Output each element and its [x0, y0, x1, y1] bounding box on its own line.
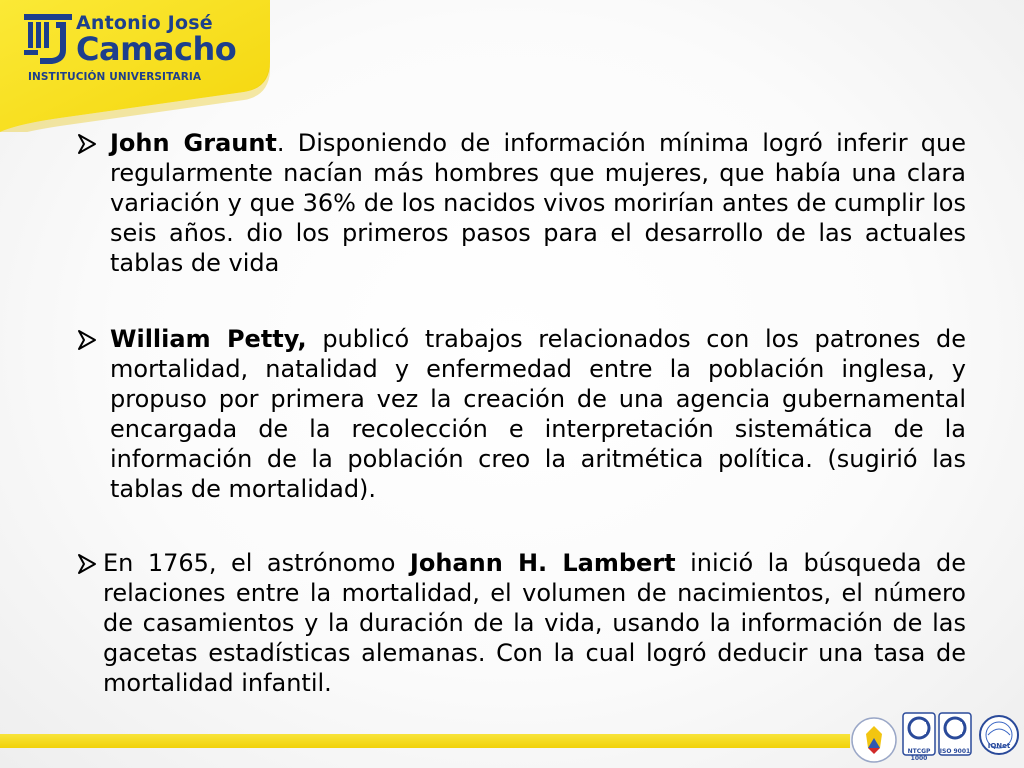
- bullet-arrow-icon: [76, 329, 98, 351]
- name-johann-lambert: Johann H. Lambert: [409, 549, 676, 577]
- logo-line-2: Camacho: [76, 30, 237, 68]
- paragraph-graunt: [110, 128, 966, 278]
- bullet-arrow-icon: [76, 553, 98, 575]
- paragraph-text: publicó trabajos relacionados con los patrones de mortalidad, natalidad y enfermedad entre la población inglesa, y propuso por primera vez la creación de una agencia gubernamental encargada de la recolección e interpretación sistemática de la información de la población creo la aritmética política. (sugirió las tablas de mortalidad).: [110, 325, 966, 503]
- name-john-graunt: John Graunt: [110, 129, 277, 157]
- name-william-petty: William Petty,: [110, 325, 307, 353]
- bullet-arrow-icon: [76, 133, 98, 155]
- paragraph-text: inició la búsqueda de relaciones entre la mortalidad, el volumen de nacimientos, el número de casamientos y la duración de la vida, usando la información de las gacetas estadísticas alemanas. Con la cual logró deducir una tasa de mortalidad infantil.: [103, 549, 966, 697]
- logo-line-3: INSTITUCIÓN UNIVERSITARIA: [28, 71, 202, 83]
- paragraph-lambert: [103, 548, 966, 698]
- certification-seal-icon: [850, 714, 898, 768]
- paragraph-petty: [110, 324, 966, 504]
- paragraph-text: . Disponiendo de información mínima logró inferir que regularmente nacían más hombres que mujeres, que había una clara variación y que 36% de los nacidos vivos morirían antes de cumplir los seis años. dio los primeros pasos para el desarrollo de las actuales tablas de vida: [110, 129, 966, 277]
- logo-line-1: Antonio José: [76, 12, 213, 34]
- seal-label-2: ISO 9001: [939, 748, 971, 755]
- logo-area: [0, 0, 270, 132]
- seal-label-1: NTCGP 1000: [907, 748, 931, 762]
- logo-mark-icon: [22, 10, 74, 72]
- paragraph-text-before: En 1765, el astrónomo: [103, 549, 410, 577]
- seal-label-3: IQNet: [987, 742, 1011, 750]
